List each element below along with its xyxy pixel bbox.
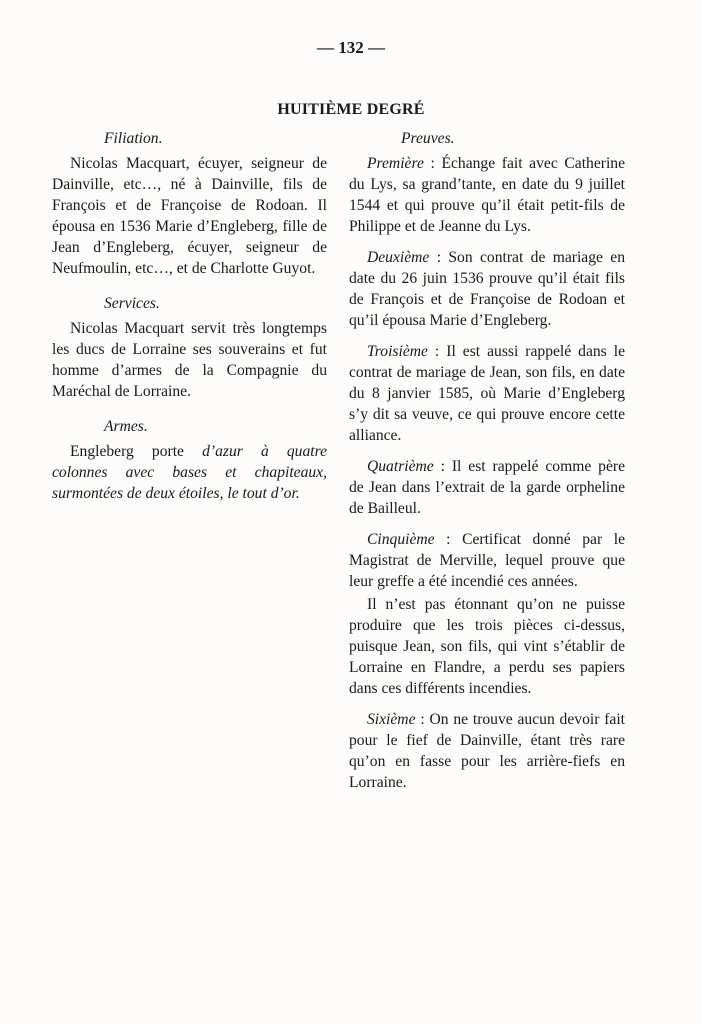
proof-text: : Il est rappelé comme père de Jean dans l’extrait de la garde orpheline de Bailleul. (349, 458, 625, 517)
filiation-paragraph: Nicolas Macquart, écuyer, seigneur de Dainville, etc…, né à Dainville, fils de François et de Françoise de Rodoan. Il épousa en 1536 Marie d’Engleberg, fille de Jean d’Engleberg, écuyer, seigneur de Neufmoulin, etc…, et de Charlotte Guyot. (52, 155, 327, 277)
services-heading: Services. (104, 295, 160, 312)
armes-heading: Armes. (104, 418, 148, 435)
proof-note (349, 594, 625, 699)
services-paragraph: Nicolas Macquart servit très longtemps les ducs de Lorraine ses souverains et fut homme d’armes de la Compagnie du Maréchal de Lorraine. (52, 320, 327, 400)
proof-text: : Échange fait avec Catherine du Lys, sa grand’tante, en date du 9 juillet 1544 et qui prouve qu’il était petit-fils de Philippe et de Jeanne du Lys. (349, 155, 625, 235)
proof-quatrieme (349, 456, 625, 519)
proof-cinquieme (349, 529, 625, 592)
proof-premiere (349, 153, 625, 237)
right-column (349, 128, 625, 803)
proof-text: : Il est aussi rappelé dans le contrat de mariage de Jean, son fils, en date du 8 janvier 1585, où Marie d’Engleberg s’y dit sa veuve, ce qui prouve encore cette alliance. (349, 343, 625, 444)
degree-title: HUITIÈME DEGRÉ (277, 101, 425, 118)
proof-lead: Quatrième (367, 458, 434, 475)
page-number: — 132 — (317, 38, 385, 57)
filiation-heading: Filiation. (104, 130, 163, 147)
proof-text: Il n’est pas étonnant qu’on ne puisse produire que les trois pièces ci-dessus, puisque Jean, son fils, qui vint s’établir de Lorraine en Flandre, a perdu ses papiers dans ces différents incendies. (349, 596, 625, 697)
proof-lead: Deuxième (367, 249, 430, 266)
proof-deuxieme (349, 247, 625, 331)
proof-lead: Troisième (367, 343, 428, 360)
proof-troisieme (349, 341, 625, 446)
armes-text-plain: Engleberg porte (70, 443, 203, 460)
proof-lead: Sixième (367, 711, 416, 728)
proof-text: : On ne trouve aucun devoir fait pour le fief de Dainville, étant très rare qu’on en fasse pour les arrière-fiefs en Lorraine. (349, 711, 625, 791)
preuves-heading: Preuves. (401, 130, 455, 147)
armes-paragraph (52, 441, 327, 504)
proof-lead: Première (367, 155, 424, 172)
proof-text: : Certificat donné par le Magistrat de Merville, lequel prouve que leur greffe a été incendié ces années. (349, 531, 625, 590)
proof-text: : Son contrat de mariage en date du 26 juin 1536 prouve qu’il était fils de François et de Françoise de Rodoan et qu’il épousa Marie d’Engleberg. (349, 249, 625, 329)
proof-sixieme (349, 709, 625, 793)
left-column (52, 128, 327, 514)
armes-text-italic: d’azur à quatre colonnes avec bases et chapiteaux, surmontées de deux étoiles, le tout d’or. (52, 443, 327, 502)
proof-lead: Cinquième (367, 531, 435, 548)
